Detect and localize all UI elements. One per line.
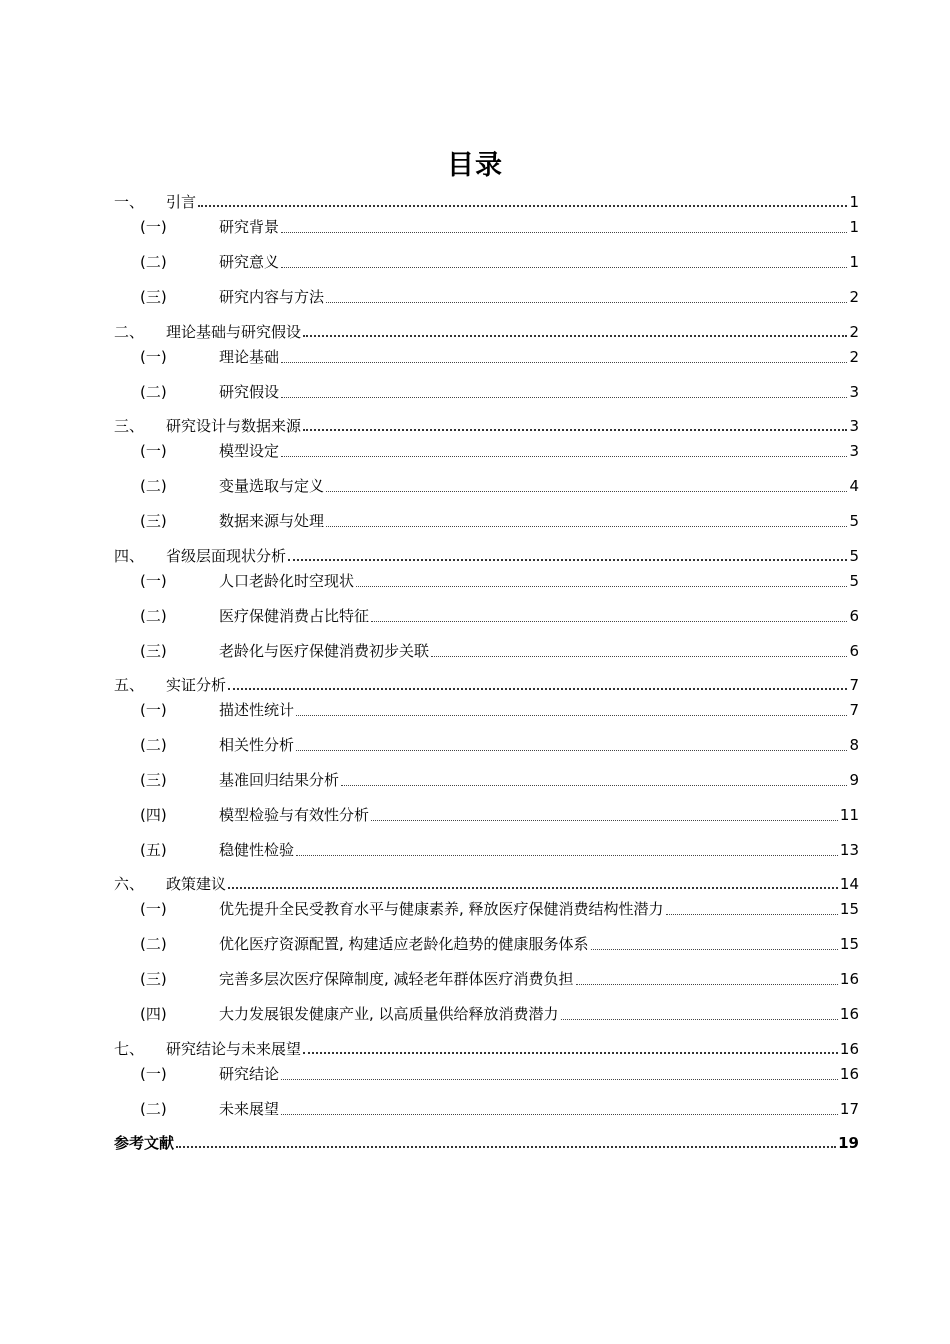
toc-page-number: 1 bbox=[849, 218, 859, 236]
toc-subsection-entry[interactable] bbox=[114, 734, 859, 756]
toc-entry-label: 变量选取与定义 bbox=[219, 477, 325, 495]
toc-page-number: 7 bbox=[849, 676, 859, 694]
toc-entry-label: 政策建议 bbox=[166, 875, 227, 893]
toc-subsection-entry[interactable] bbox=[114, 216, 859, 238]
toc-dot-leader bbox=[371, 620, 847, 622]
toc-subsection-entry[interactable] bbox=[114, 839, 859, 861]
toc-dot-leader bbox=[288, 557, 847, 561]
toc-entry-label: 人口老龄化时空现状 bbox=[219, 572, 355, 590]
toc-entry-number: (三) bbox=[140, 642, 167, 660]
toc-subsection-entry[interactable] bbox=[114, 1063, 859, 1085]
toc-entry-label: 理论基础与研究假设 bbox=[166, 323, 302, 341]
toc-entry-label: 研究设计与数据来源 bbox=[166, 417, 302, 435]
toc-dot-leader bbox=[666, 913, 838, 915]
toc-entry-label: 研究背景 bbox=[219, 218, 280, 236]
toc-page-number: 16 bbox=[839, 1040, 859, 1058]
toc-subsection-entry[interactable] bbox=[114, 699, 859, 721]
toc-entry-number: 七、 bbox=[114, 1040, 145, 1058]
toc-dot-leader bbox=[591, 948, 838, 950]
toc-dot-leader bbox=[576, 983, 838, 985]
toc-subsection-entry[interactable] bbox=[114, 570, 859, 592]
toc-entry-label: 实证分析 bbox=[166, 676, 227, 694]
toc-entry-label: 研究内容与方法 bbox=[219, 288, 325, 306]
toc-dot-leader bbox=[326, 490, 847, 492]
toc-dot-leader bbox=[561, 1018, 838, 1020]
toc-dot-leader bbox=[281, 455, 847, 457]
toc-page-number: 8 bbox=[849, 736, 859, 754]
toc-dot-leader bbox=[356, 585, 847, 587]
toc-section-entry[interactable] bbox=[114, 415, 859, 437]
toc-entry-number: (三) bbox=[140, 771, 167, 789]
toc-dot-leader bbox=[296, 854, 838, 856]
toc-subsection-entry[interactable] bbox=[114, 804, 859, 826]
toc-entry-number: (四) bbox=[140, 1005, 167, 1023]
toc-entry-number: (二) bbox=[140, 935, 167, 953]
toc-page-number: 1 bbox=[849, 253, 859, 271]
toc-entry-number: 五、 bbox=[114, 676, 145, 694]
toc-entry-label: 优先提升全民受教育水平与健康素养, 释放医疗保健消费结构性潜力 bbox=[219, 900, 664, 918]
toc-subsection-entry[interactable] bbox=[114, 251, 859, 273]
toc-section-entry[interactable] bbox=[114, 545, 859, 567]
toc-subsection-entry[interactable] bbox=[114, 1098, 859, 1120]
toc-dot-leader bbox=[303, 333, 847, 337]
toc-entry-label: 大力发展银发健康产业, 以高质量供给释放消费潜力 bbox=[219, 1005, 559, 1023]
toc-entry-label: 研究意义 bbox=[219, 253, 280, 271]
toc-page-number: 15 bbox=[839, 935, 859, 953]
toc-subsection-entry[interactable] bbox=[114, 286, 859, 308]
toc-entry-label: 医疗保健消费占比特征 bbox=[219, 607, 370, 625]
toc-dot-leader bbox=[296, 749, 847, 751]
toc-entry-number: (三) bbox=[140, 970, 167, 988]
toc-dot-leader bbox=[326, 525, 847, 527]
toc-page-number: 3 bbox=[849, 417, 859, 435]
toc-entry-number: (一) bbox=[140, 572, 167, 590]
toc-dot-leader bbox=[431, 655, 847, 657]
toc-dot-leader bbox=[228, 885, 838, 889]
toc-references-entry[interactable] bbox=[114, 1132, 859, 1154]
toc-subsection-entry[interactable] bbox=[114, 605, 859, 627]
toc-entry-number: 二、 bbox=[114, 323, 145, 341]
toc-dot-leader bbox=[371, 819, 838, 821]
toc-page-number: 2 bbox=[849, 323, 859, 341]
toc-page-number: 16 bbox=[839, 1065, 859, 1083]
toc-entry-number: 四、 bbox=[114, 547, 145, 565]
toc-subsection-entry[interactable] bbox=[114, 640, 859, 662]
toc-dot-leader bbox=[281, 361, 847, 363]
toc-entry-number: (四) bbox=[140, 806, 167, 824]
toc-entry-label: 数据来源与处理 bbox=[219, 512, 325, 530]
toc-entry-label: 描述性统计 bbox=[219, 701, 295, 719]
toc-entry-label: 相关性分析 bbox=[219, 736, 295, 754]
toc-entry-label: 完善多层次医疗保障制度, 减轻老年群体医疗消费负担 bbox=[219, 970, 574, 988]
toc-entry-label: 模型检验与有效性分析 bbox=[219, 806, 370, 824]
toc-dot-leader bbox=[281, 1078, 838, 1080]
toc-entry-number: (二) bbox=[140, 383, 167, 401]
toc-dot-leader bbox=[176, 1144, 836, 1148]
toc-page-number: 4 bbox=[849, 477, 859, 495]
toc-page-number: 19 bbox=[838, 1134, 859, 1152]
toc-subsection-entry[interactable] bbox=[114, 475, 859, 497]
toc-page-number: 14 bbox=[839, 875, 859, 893]
toc-dot-leader bbox=[281, 396, 847, 398]
toc-page-number: 11 bbox=[839, 806, 859, 824]
toc-page-number: 9 bbox=[849, 771, 859, 789]
toc-entry-label: 未来展望 bbox=[219, 1100, 280, 1118]
toc-entry-number: (二) bbox=[140, 253, 167, 271]
toc-entry-number: 六、 bbox=[114, 875, 145, 893]
toc-entry-number: 一、 bbox=[114, 193, 145, 211]
toc-page-number: 15 bbox=[839, 900, 859, 918]
toc-entry-label: 研究结论 bbox=[219, 1065, 280, 1083]
toc-dot-leader bbox=[341, 784, 847, 786]
toc-dot-leader bbox=[303, 427, 847, 431]
toc-entry-label: 引言 bbox=[166, 193, 197, 211]
toc-entry-label: 参考文献 bbox=[114, 1134, 175, 1152]
toc-entry-label: 研究假设 bbox=[219, 383, 280, 401]
toc-subsection-entry[interactable] bbox=[114, 346, 859, 368]
toc-page-number: 3 bbox=[849, 442, 859, 460]
toc-page-number: 5 bbox=[849, 512, 859, 530]
toc-section-entry[interactable] bbox=[114, 191, 859, 213]
toc-entry-label: 老龄化与医疗保健消费初步关联 bbox=[219, 642, 430, 660]
toc-page-number: 6 bbox=[849, 607, 859, 625]
toc-entry-label: 省级层面现状分析 bbox=[166, 547, 287, 565]
toc-section-entry[interactable] bbox=[114, 1038, 859, 1060]
toc-entry-label: 稳健性检验 bbox=[219, 841, 295, 859]
toc-page-number: 5 bbox=[849, 547, 859, 565]
toc-subsection-entry[interactable] bbox=[114, 381, 859, 403]
toc-dot-leader bbox=[198, 203, 847, 207]
toc-page-number: 17 bbox=[839, 1100, 859, 1118]
toc-entry-number: (一) bbox=[140, 701, 167, 719]
toc-entry-number: (一) bbox=[140, 442, 167, 460]
toc-entry-number: (三) bbox=[140, 512, 167, 530]
toc-page-number: 7 bbox=[849, 701, 859, 719]
toc-page-number: 5 bbox=[849, 572, 859, 590]
toc-entry-number: 三、 bbox=[114, 417, 145, 435]
toc-entry-label: 模型设定 bbox=[219, 442, 280, 460]
toc-page-number: 2 bbox=[849, 348, 859, 366]
toc-subsection-entry[interactable] bbox=[114, 968, 859, 990]
toc-dot-leader bbox=[281, 1113, 838, 1115]
toc-section-entry[interactable] bbox=[114, 674, 859, 696]
toc-section-entry[interactable] bbox=[114, 321, 859, 343]
toc-entry-number: (一) bbox=[140, 218, 167, 236]
toc-page-number: 3 bbox=[849, 383, 859, 401]
toc-dot-leader bbox=[303, 1050, 838, 1054]
toc-subsection-entry[interactable] bbox=[114, 769, 859, 791]
toc-entry-number: (一) bbox=[140, 348, 167, 366]
toc-subsection-entry[interactable] bbox=[114, 440, 859, 462]
toc-page-number: 6 bbox=[849, 642, 859, 660]
toc-entry-number: (二) bbox=[140, 607, 167, 625]
toc-section-entry[interactable] bbox=[114, 873, 859, 895]
toc-entry-label: 优化医疗资源配置, 构建适应老龄化趋势的健康服务体系 bbox=[219, 935, 589, 953]
toc-title: 目录 bbox=[447, 150, 503, 181]
toc-entry-label: 研究结论与未来展望 bbox=[166, 1040, 302, 1058]
toc-page-number: 1 bbox=[849, 193, 859, 211]
toc-dot-leader bbox=[228, 686, 847, 690]
toc-dot-leader bbox=[326, 301, 847, 303]
toc-subsection-entry[interactable] bbox=[114, 933, 859, 955]
toc-entry-number: (五) bbox=[140, 841, 167, 859]
toc-entry-number: (三) bbox=[140, 288, 167, 306]
toc-page-number: 16 bbox=[839, 1005, 859, 1023]
toc-entry-label: 基准回归结果分析 bbox=[219, 771, 340, 789]
toc-entry-number: (一) bbox=[140, 1065, 167, 1083]
toc-dot-leader bbox=[281, 231, 847, 233]
toc-subsection-entry[interactable] bbox=[114, 1003, 859, 1025]
toc-entry-number: (一) bbox=[140, 900, 167, 918]
toc-dot-leader bbox=[281, 266, 847, 268]
toc-page-number: 16 bbox=[839, 970, 859, 988]
toc-page-number: 13 bbox=[839, 841, 859, 859]
toc-entry-number: (二) bbox=[140, 736, 167, 754]
toc-subsection-entry[interactable] bbox=[114, 510, 859, 532]
toc-page-number: 2 bbox=[849, 288, 859, 306]
toc-entry-number: (二) bbox=[140, 477, 167, 495]
toc-entry-label: 理论基础 bbox=[219, 348, 280, 366]
toc-subsection-entry[interactable] bbox=[114, 898, 859, 920]
toc-entry-number: (二) bbox=[140, 1100, 167, 1118]
toc-dot-leader bbox=[296, 714, 847, 716]
